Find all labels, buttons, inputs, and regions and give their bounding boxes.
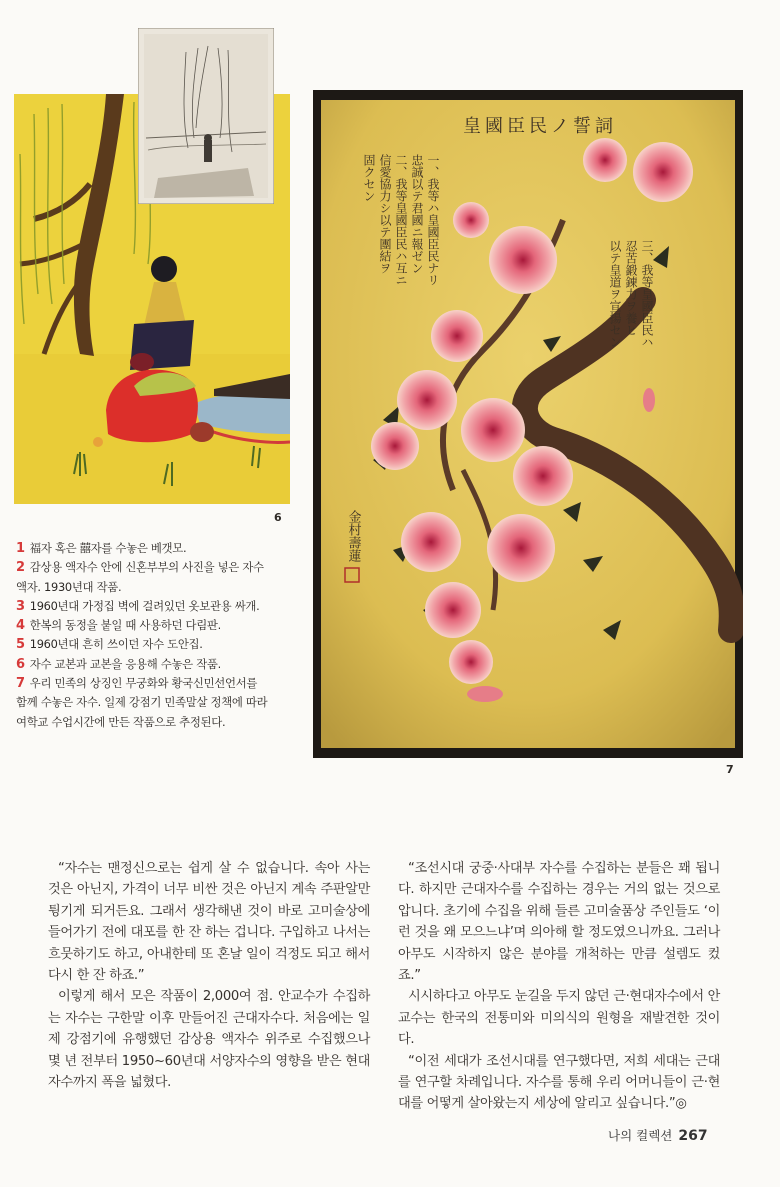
caption-item [16,635,270,654]
signature: 金村壽蓮 [345,510,361,562]
caption-text: 1960년대 가정집 벽에 걸려있던 옷보관용 싸개. [29,598,260,613]
caption-text: 감상용 액자수 안에 신혼부부의 사진을 넣은 자수 액자. 1930년대 작품. [16,560,264,594]
embroidery-photo-7 [313,90,743,758]
caption-list [16,539,270,732]
caption-text: 자수 교본과 교본을 응용해 수놓은 작품. [29,656,221,671]
caption-number: 5 [16,637,25,653]
caption-item [16,674,270,732]
page-number: 267 [678,1128,708,1144]
oath-right-line-1: 三、我等皇國臣民ハ [640,240,654,348]
caption-item [16,539,270,558]
caption-number: 6 [16,656,25,672]
caption-number: 2 [16,560,25,576]
caption-item [16,655,270,674]
body-column-left [48,858,370,1093]
caption-number: 4 [16,618,25,634]
section-name: 나의 컬렉션 [608,1128,673,1143]
paragraph: “자수는 맨정신으로는 쉽게 살 수 없습니다. 속아 사는 것은 아닌지, 가격이 너무 비싼 것은 아닌지 계속 주판알만 튕기게 되거든요. 그래서 생각해낸 것이 바로 고미술상에 들어가기 전에 대포를 한 잔 하는 겁니다. 구입하고 나서는 흐뭇하기도 하고, 아내한테 또 혼날 일이 걱정도 되고 해서 다시 한 잔 하죠.” [48,861,370,984]
embroidered-title: 皇國臣民ノ誓詞 [463,116,617,137]
caption-item [16,616,270,635]
caption-number: 3 [16,598,25,614]
paragraph: “이전 세대가 조선시대를 연구했다면, 저희 세대는 근대를 연구할 차례입니다. 자수를 통해 우리 어머니들이 근·현대를 어떻게 살아왔는지 세상에 알리고 싶습니다.”◎ [398,1053,720,1112]
caption-item [16,597,270,616]
inset-photo [138,28,274,204]
figure-number-7: 7 [726,763,734,776]
caption-item [16,558,270,597]
caption-number: 7 [16,676,25,692]
oath-line-1: 一、我等ハ皇國臣民ナリ [426,154,440,286]
caption-text: 한복의 동정을 붙일 때 사용하던 다림판. [29,618,221,633]
body-column-right [398,858,720,1115]
caption-text: 福자 혹은 囍자를 수놓은 베갯모. [29,541,187,555]
caption-text: 우리 민족의 상징인 무궁화와 황국신민선언서를 함께 수놓은 자수. 일제 강점기 민족말살 정책에 따라 여학교 수업시간에 만든 작품으로 추정된다. [16,676,268,729]
caption-text: 1960년대 흔히 쓰이던 자수 도안집. [29,637,203,652]
figure-number-6: 6 [274,511,282,524]
oath-right-line-3: 以テ皇道ヲ宣揚セン [608,240,622,348]
paragraph: 이렇게 해서 모은 작품이 2,000여 점. 안교수가 수집하는 자수는 구한말 이후 만들어진 근대자수다. 처음에는 일제 강점기에 유행했던 감상용 액자수 위주로 수집했으나 몇 년 전부터 1950~60년대 서양자수의 영향을 받은 현대자수까지 폭을 넓혔다. [48,989,370,1091]
paragraph: “조선시대 궁중·사대부 자수를 수집하는 분들은 꽤 됩니다. 하지만 근대자수를 수집하는 경우는 거의 없는 것으로 압니다. 초기에 수집을 위해 들른 고미술품상 주인들도 ‘이런 것을 왜 모으느냐’며 의아해 할 정도였으니까요. 그러나 아무도 시작하지 않은 분야를 개척하는 만큼 설렘도 컸죠.” [398,861,720,984]
oath-line-4: 信愛協力シ以テ團結ヲ [378,154,392,274]
oath-line-2: 忠誠以テ君國ニ報ゼン [410,154,424,274]
page-footer [608,1126,708,1144]
paragraph: 시시하다고 아무도 눈길을 두지 않던 근·현대자수에서 안교수는 한국의 전통미와 미의식의 원형을 재발견한 것이다. [398,989,720,1048]
caption-number: 1 [16,541,25,556]
oath-line-3: 二、我等皇國臣民ハ互ニ [394,154,408,286]
oath-line-5: 固クセン [362,154,376,202]
oath-right-line-2: 忍苦鍛錬力ヲ養ヒ [624,240,638,336]
